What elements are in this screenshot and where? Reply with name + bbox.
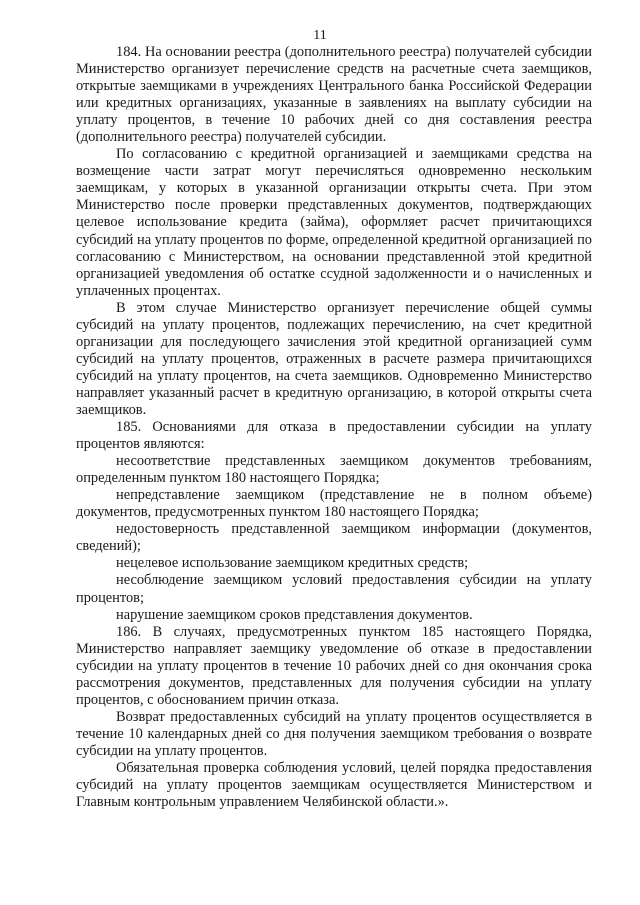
refusal-reason-item: недостоверность представленной заемщиком информации (документов, сведений); [76,521,592,555]
paragraph-credit-org-agreement: По согласованию с кредитной организацией и заемщиками средства на возмещение части затрат могут перечисляться одновременно нескольким заемщикам, у которых в указанной организации открыты счета. При этом Министерство после проверки представленных документов, подтверждающих целевое использование кредита (займа), оформляет расчет причитающихся субсидий на уплату процентов по форме, определенной кредитной организацией по согласованию с Министерством, на основании представленной этой кредитной организацией уведомления об остатке ссудной задолженности и о начисленных и уплаченных процентах. [76,146,592,299]
paragraph-mandatory-check: Обязательная проверка соблюдения условий, целей порядка предоставления субсидий на уплату процентов заемщикам осуществляется Министерством и Главным контрольным управлением Челябинской области.». [76,759,592,811]
paragraph-185: 185. Основаниями для отказа в предоставлении субсидии на уплату процентов являются: [76,419,592,453]
refusal-reason-item: несоответствие представленных заемщиком документов требованиям, определенным пунктом 180 настоящего Порядка; [76,453,592,487]
paragraph-186: 186. В случаях, предусмотренных пунктом 185 настоящего Порядка, Министерство направляет заемщику уведомление об отказе в предоставлении субсидии на уплату процентов в течение 10 рабочих дней со дня окончания срока рассмотрения документов, представленных для получения субсидии на уплату процентов, с обоснованием причин отказа. [76,623,592,708]
document-body [76,44,592,811]
paragraph-transfer-total: В этом случае Министерство организует перечисление общей суммы субсидий на уплату процентов, подлежащих перечислению, на счет кредитной организации для последующего зачисления этой кредитной организацией сумм субсидий на уплату процентов, отраженных в расчете размера причитающихся субсидий на уплату процентов, на счета заемщиков. Одновременно Министерство направляет указанный расчет в кредитную организацию, в которой открыты счета заемщиков. [76,299,592,418]
page-number: 11 [313,28,327,43]
refusal-reason-item: непредставление заемщиком (представление не в полном объеме) документов, предусмотренных пунктом 180 настоящего Порядка; [76,487,592,521]
refusal-reason-item: нецелевое использование заемщиком кредитных средств; [116,555,469,572]
refusal-reason-item: нарушение заемщиком сроков представления документов. [116,606,473,623]
refusal-reason-item: несоблюдение заемщиком условий предоставления субсидии на уплату процентов; [76,572,592,606]
paragraph-184: 184. На основании реестра (дополнительного реестра) получателей субсидии Министерство организует перечисление средств на расчетные счета заемщиков, открытые заемщиками в учреждениях Центрального банка Российской Федерации или кредитных организациях, указанные в заявлениях на выплату субсидии на уплату процентов, в течение 10 рабочих дней со дня составления реестра (дополнительного реестра) получателей субсидии. [76,44,592,146]
paragraph-refund: Возврат предоставленных субсидий на уплату процентов осуществляется в течение 10 календарных дней со дня получения заемщиком требования о возврате субсидии на уплату процентов. [76,708,592,759]
